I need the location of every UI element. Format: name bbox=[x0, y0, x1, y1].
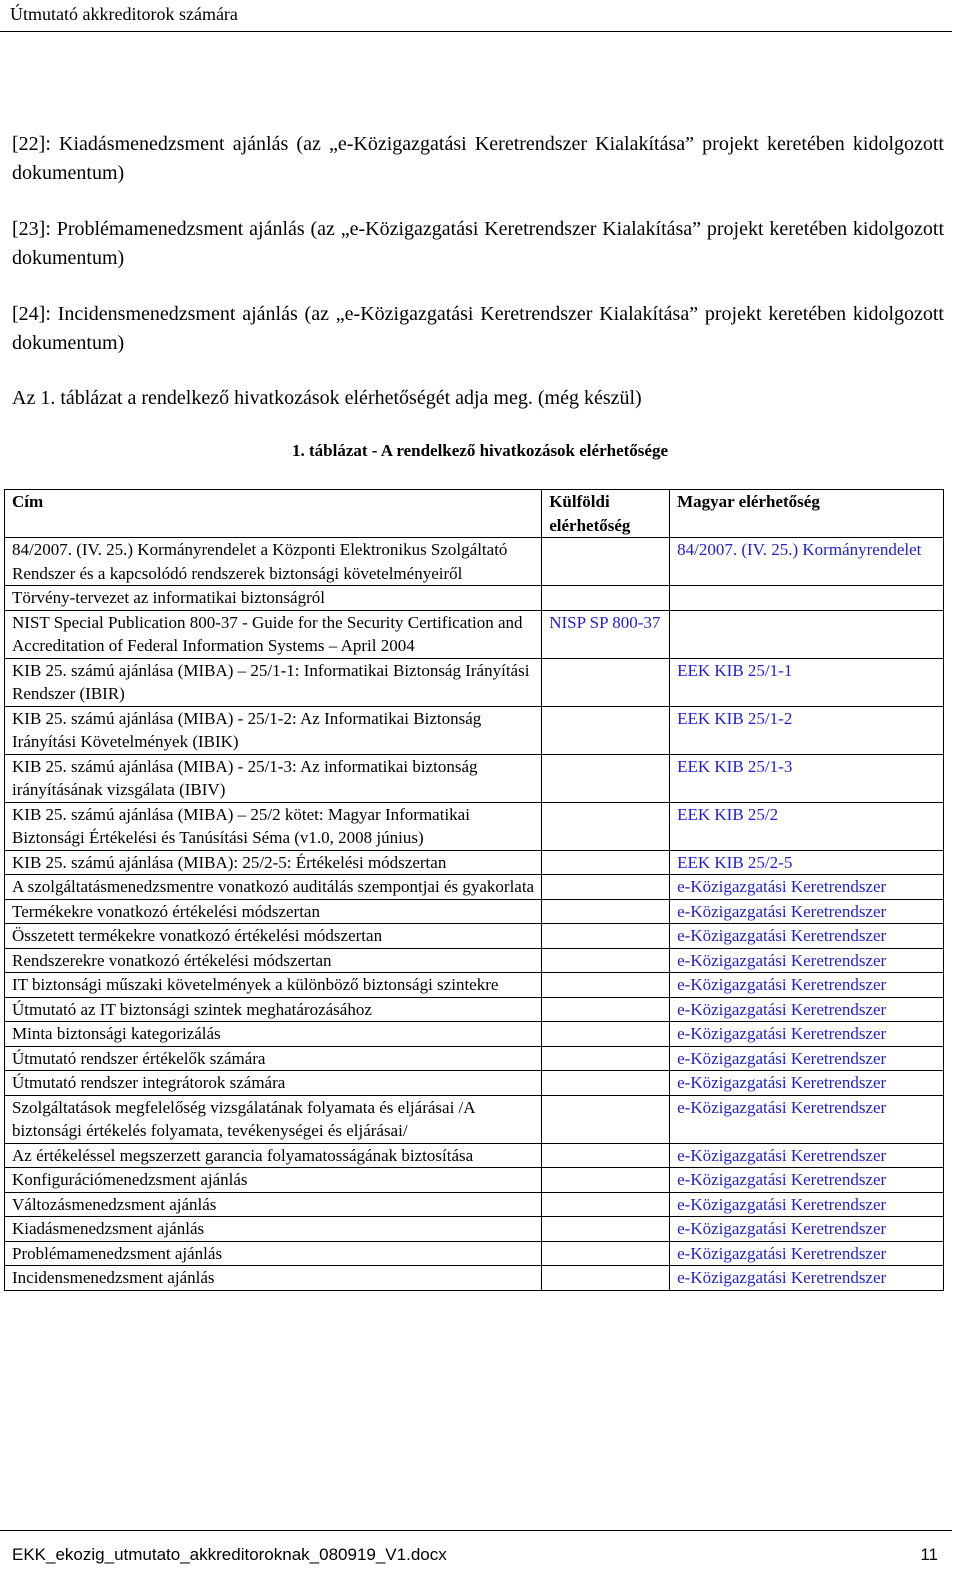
header-foreign-column: Külföldi elérhetőség bbox=[542, 490, 670, 538]
table-row bbox=[5, 802, 944, 850]
cell-hungarian-link[interactable]: e-Közigazgatási Keretrendszer bbox=[670, 875, 944, 900]
table-row bbox=[5, 1046, 944, 1071]
table-row bbox=[5, 1217, 944, 1242]
cell-foreign-link bbox=[542, 586, 670, 611]
cell-hungarian-link[interactable]: EEK KIB 25/1-1 bbox=[670, 658, 944, 706]
cell-hungarian-link[interactable]: EEK KIB 25/2 bbox=[670, 802, 944, 850]
cell-title: 84/2007. (IV. 25.) Kormányrendelet a Központi Elektronikus Szolgáltató Rendszer és a kapcsolódó rendszerek biztonsági követelményeiről bbox=[5, 538, 542, 586]
cell-foreign-link bbox=[542, 1022, 670, 1047]
table-caption: 1. táblázat - A rendelkező hivatkozások elérhetősége bbox=[291, 441, 668, 460]
table-row bbox=[5, 973, 944, 998]
table-row bbox=[5, 1071, 944, 1096]
cell-foreign-link bbox=[542, 899, 670, 924]
cell-hungarian-link[interactable]: e-Közigazgatási Keretrendszer bbox=[670, 924, 944, 949]
reference-23: [23]: Problémamenedzsment ajánlás (az „e-Közigazgatási Keretrendszer Kialakítása” projekt keretében kidolgozott dokumentum) bbox=[12, 218, 944, 269]
cell-foreign-link bbox=[542, 1143, 670, 1168]
cell-foreign-link bbox=[542, 1071, 670, 1096]
table-row bbox=[5, 1168, 944, 1193]
references-table bbox=[4, 489, 944, 1291]
cell-foreign-link bbox=[542, 973, 670, 998]
cell-hungarian-link[interactable]: e-Közigazgatási Keretrendszer bbox=[670, 1168, 944, 1193]
table-row bbox=[5, 997, 944, 1022]
cell-title: KIB 25. számú ajánlása (MIBA) - 25/1-2: Az Informatikai Biztonság Irányítási Követelmények (IBIK) bbox=[5, 706, 542, 754]
table-row bbox=[5, 1095, 944, 1143]
cell-title: Szolgáltatások megfelelőség vizsgálatának folyamata és eljárásai /A biztonsági értékelés folyamata, tevékenységei és eljárásai/ bbox=[5, 1095, 542, 1143]
table-row bbox=[5, 1266, 944, 1291]
table-row bbox=[5, 658, 944, 706]
cell-foreign-link bbox=[542, 924, 670, 949]
cell-foreign-link bbox=[542, 538, 670, 586]
reference-24: [24]: Incidensmenedzsment ajánlás (az „e-Közigazgatási Keretrendszer Kialakítása” projekt keretében kidolgozott dokumentum) bbox=[12, 303, 944, 354]
cell-title: NIST Special Publication 800-37 - Guide for the Security Certification and Accreditation of Federal Information Systems – April 2004 bbox=[5, 610, 542, 658]
cell-foreign-link bbox=[542, 754, 670, 802]
cell-hungarian-link[interactable]: e-Közigazgatási Keretrendszer bbox=[670, 1217, 944, 1242]
page-footer bbox=[0, 1530, 952, 1565]
header-hungarian-column: Magyar elérhetőség bbox=[670, 490, 944, 538]
cell-title: Minta biztonsági kategorizálás bbox=[5, 1022, 542, 1047]
cell-title: Összetett termékekre vonatkozó értékelési módszertan bbox=[5, 924, 542, 949]
cell-title: KIB 25. számú ajánlása (MIBA) – 25/1-1: Informatikai Biztonság Irányítási Rendszer (IBIR) bbox=[5, 658, 542, 706]
table-row bbox=[5, 706, 944, 754]
cell-foreign-link bbox=[542, 1095, 670, 1143]
table-row bbox=[5, 1143, 944, 1168]
cell-title: Problémamenedzsment ajánlás bbox=[5, 1241, 542, 1266]
cell-title: Rendszerekre vonatkozó értékelési módszertan bbox=[5, 948, 542, 973]
cell-title: A szolgáltatásmenedzsmentre vonatkozó auditálás szempontjai és gyakorlata bbox=[5, 875, 542, 900]
page-number: 11 bbox=[920, 1545, 938, 1564]
table-header-row bbox=[5, 490, 944, 538]
reference-22: [22]: Kiadásmenedzsment ajánlás (az „e-Közigazgatási Keretrendszer Kialakítása” projekt keretében kidolgozott dokumentum) bbox=[12, 133, 944, 184]
cell-foreign-link bbox=[542, 875, 670, 900]
cell-hungarian-link[interactable]: e-Közigazgatási Keretrendszer bbox=[670, 899, 944, 924]
header-title-column: Cím bbox=[5, 490, 542, 538]
cell-title: Útmutató rendszer értékelők számára bbox=[5, 1046, 542, 1071]
table-row bbox=[5, 875, 944, 900]
cell-title: Kiadásmenedzsment ajánlás bbox=[5, 1217, 542, 1242]
table-row bbox=[5, 1241, 944, 1266]
table-row bbox=[5, 586, 944, 611]
cell-title: KIB 25. számú ajánlása (MIBA) - 25/1-3: Az informatikai biztonság irányításának vizsgálata (IBIV) bbox=[5, 754, 542, 802]
cell-hungarian-link[interactable]: e-Közigazgatási Keretrendszer bbox=[670, 948, 944, 973]
table-row bbox=[5, 924, 944, 949]
cell-title: Incidensmenedzsment ajánlás bbox=[5, 1266, 542, 1291]
table-row bbox=[5, 850, 944, 875]
cell-title: Termékekre vonatkozó értékelési módszertan bbox=[5, 899, 542, 924]
cell-foreign-link bbox=[542, 1168, 670, 1193]
cell-hungarian-link[interactable]: e-Közigazgatási Keretrendszer bbox=[670, 1266, 944, 1291]
cell-hungarian-link[interactable]: e-Közigazgatási Keretrendszer bbox=[670, 973, 944, 998]
cell-title: Az értékeléssel megszerzett garancia folyamatosságának biztosítása bbox=[5, 1143, 542, 1168]
cell-foreign-link bbox=[542, 1192, 670, 1217]
cell-foreign-link bbox=[542, 948, 670, 973]
cell-hungarian-link[interactable]: EEK KIB 25/2-5 bbox=[670, 850, 944, 875]
cell-hungarian-link[interactable]: e-Közigazgatási Keretrendszer bbox=[670, 1241, 944, 1266]
cell-title: KIB 25. számú ajánlása (MIBA) – 25/2 kötet: Magyar Informatikai Biztonsági Értékelési és Tanúsítási Séma (v1.0, 2008 június) bbox=[5, 802, 542, 850]
table-row bbox=[5, 610, 944, 658]
cell-hungarian-link[interactable]: EEK KIB 25/1-3 bbox=[670, 754, 944, 802]
cell-foreign-link bbox=[542, 850, 670, 875]
cell-hungarian-link[interactable]: e-Közigazgatási Keretrendszer bbox=[670, 1095, 944, 1143]
cell-foreign-link bbox=[542, 658, 670, 706]
cell-hungarian-link[interactable]: e-Közigazgatási Keretrendszer bbox=[670, 1022, 944, 1047]
cell-title: Konfigurációmenedzsment ajánlás bbox=[5, 1168, 542, 1193]
cell-title: Törvény-tervezet az informatikai biztonságról bbox=[5, 586, 542, 611]
table-row bbox=[5, 538, 944, 586]
cell-hungarian-link[interactable]: e-Közigazgatási Keretrendszer bbox=[670, 997, 944, 1022]
cell-title: Útmutató az IT biztonsági szintek meghatározásához bbox=[5, 997, 542, 1022]
intro-paragraph: Az 1. táblázat a rendelkező hivatkozások elérhetőségét adja meg. (még készül) bbox=[12, 387, 642, 409]
cell-hungarian-link[interactable]: EEK KIB 25/1-2 bbox=[670, 706, 944, 754]
cell-hungarian-link[interactable]: e-Közigazgatási Keretrendszer bbox=[670, 1071, 944, 1096]
cell-foreign-link bbox=[542, 1241, 670, 1266]
cell-foreign-link bbox=[542, 1266, 670, 1291]
footer-filename: EKK_ekozig_utmutato_akkreditoroknak_080919_V1.docx bbox=[12, 1545, 447, 1564]
cell-foreign-link bbox=[542, 706, 670, 754]
cell-hungarian-link bbox=[670, 610, 944, 658]
cell-hungarian-link[interactable]: 84/2007. (IV. 25.) Kormányrendelet bbox=[670, 538, 944, 586]
table-row bbox=[5, 1192, 944, 1217]
table-row bbox=[5, 754, 944, 802]
header-title: Útmutató akkreditorok számára bbox=[10, 4, 238, 24]
cell-foreign-link bbox=[542, 1046, 670, 1071]
cell-title: Változásmenedzsment ajánlás bbox=[5, 1192, 542, 1217]
page-header bbox=[0, 4, 952, 32]
cell-title: IT biztonsági műszaki követelmények a különböző biztonsági szintekre bbox=[5, 973, 542, 998]
cell-hungarian-link bbox=[670, 586, 944, 611]
cell-title: Útmutató rendszer integrátorok számára bbox=[5, 1071, 542, 1096]
table-row bbox=[5, 1022, 944, 1047]
table-row bbox=[5, 948, 944, 973]
cell-foreign-link[interactable]: NISP SP 800-37 bbox=[542, 610, 670, 658]
cell-hungarian-link[interactable]: e-Közigazgatási Keretrendszer bbox=[670, 1046, 944, 1071]
cell-foreign-link bbox=[542, 997, 670, 1022]
cell-foreign-link bbox=[542, 1217, 670, 1242]
cell-hungarian-link[interactable]: e-Közigazgatási Keretrendszer bbox=[670, 1143, 944, 1168]
table-row bbox=[5, 899, 944, 924]
cell-hungarian-link[interactable]: e-Közigazgatási Keretrendszer bbox=[670, 1192, 944, 1217]
cell-title: KIB 25. számú ajánlása (MIBA): 25/2-5: Értékelési módszertan bbox=[5, 850, 542, 875]
cell-foreign-link bbox=[542, 802, 670, 850]
